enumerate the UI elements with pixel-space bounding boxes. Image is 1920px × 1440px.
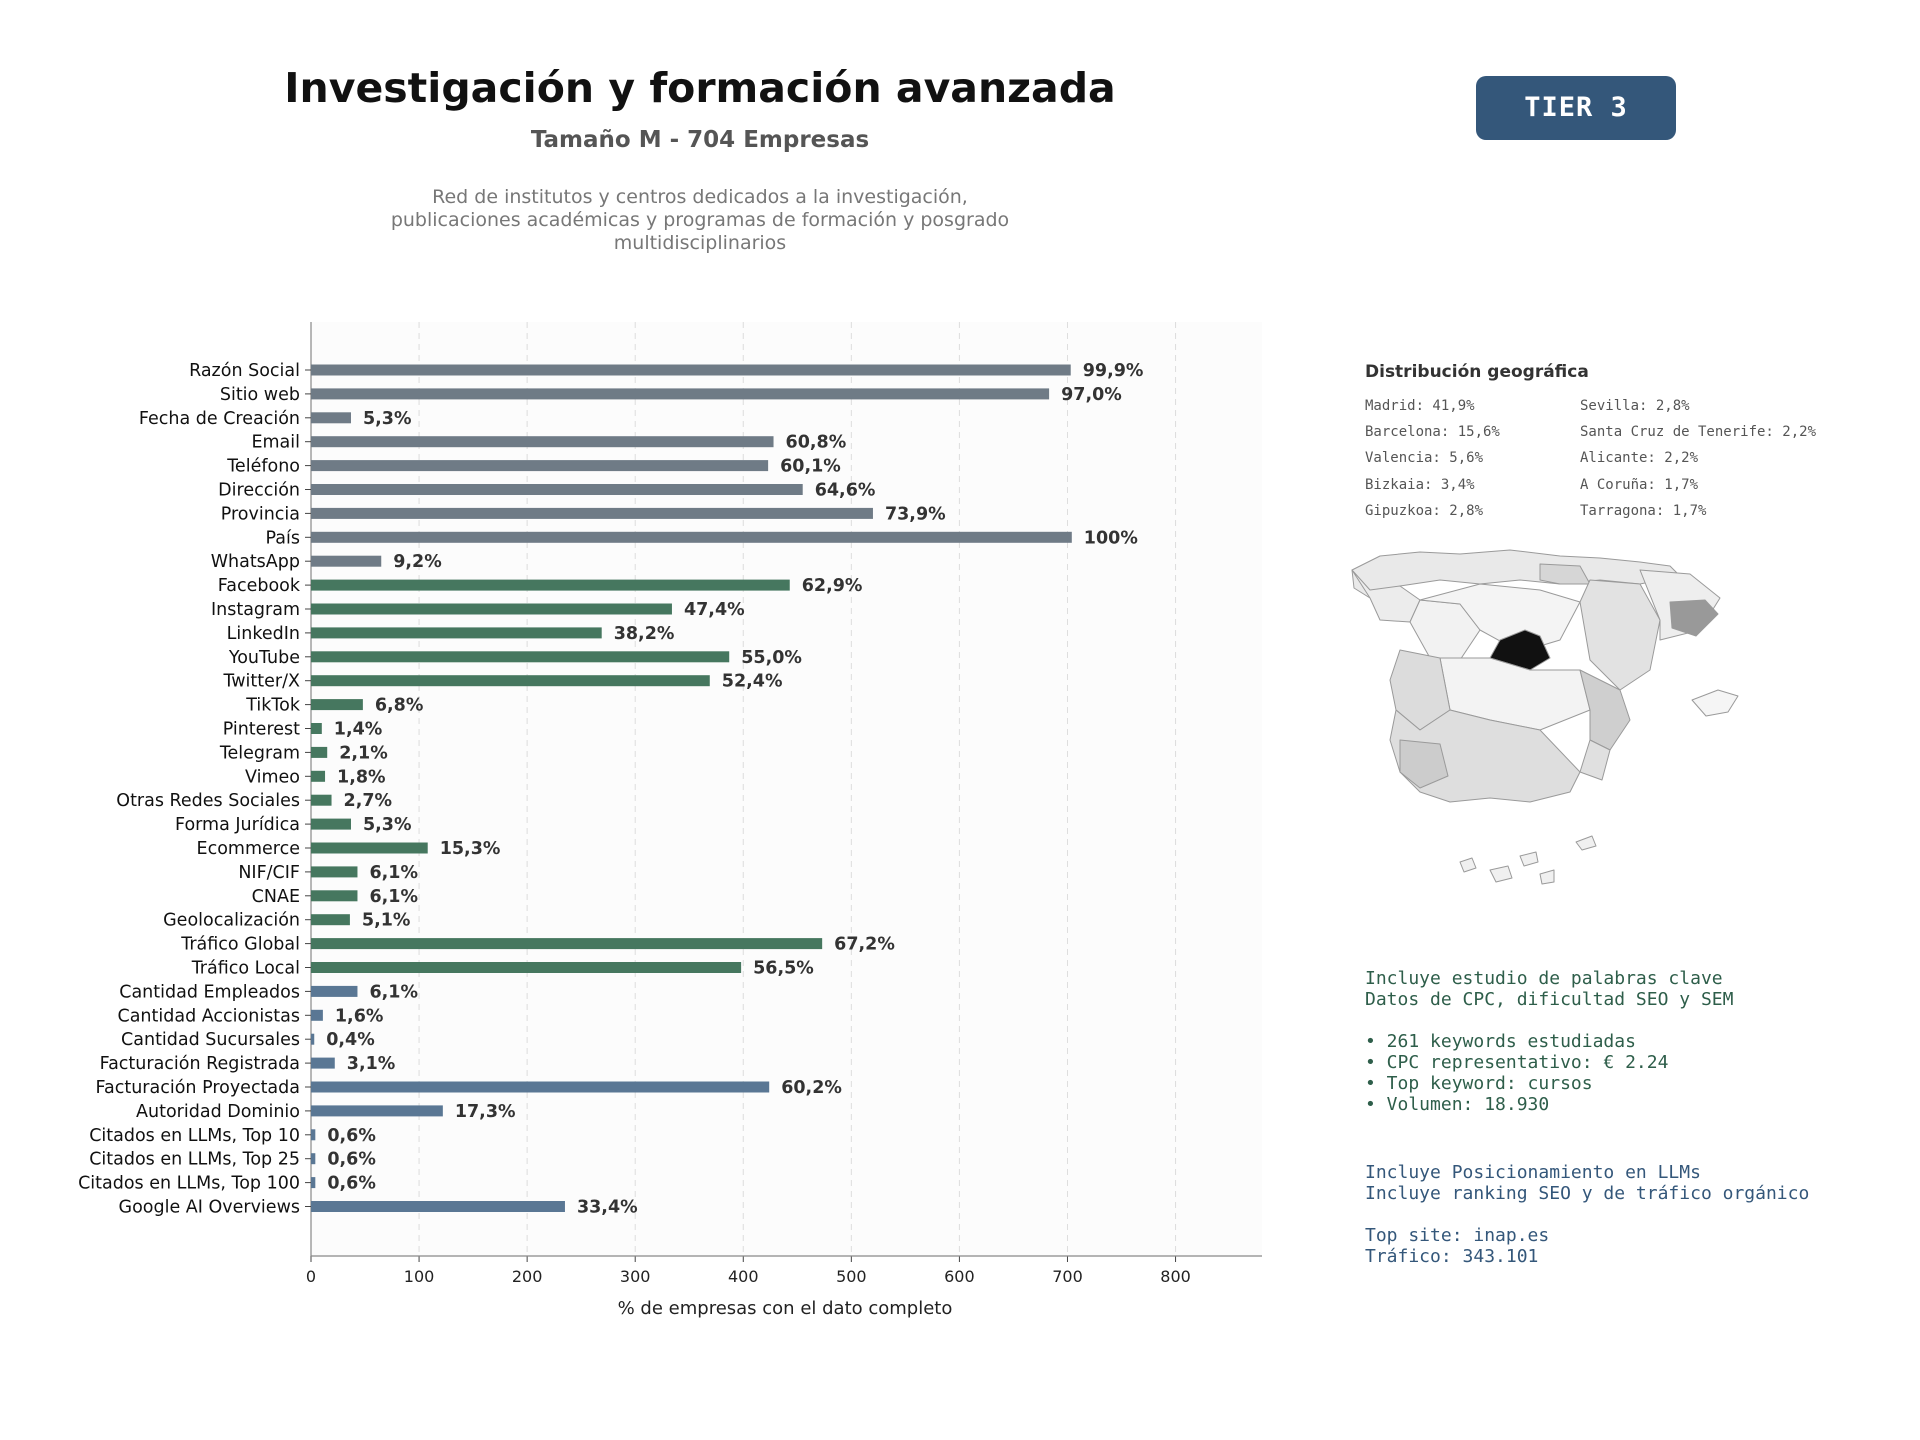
data-label: 1,4% bbox=[333, 719, 383, 740]
seo-bullet: • Volumen: 18.930 bbox=[1365, 1094, 1550, 1115]
data-label: 6,8% bbox=[374, 695, 424, 716]
data-label: 0,6% bbox=[327, 1173, 376, 1194]
x-tick-label: 300 bbox=[619, 1267, 651, 1286]
data-label: 64,6% bbox=[814, 480, 876, 501]
bar bbox=[311, 484, 803, 495]
category-label: Facturación Registrada bbox=[99, 1054, 300, 1075]
data-label: 15,3% bbox=[439, 839, 501, 859]
category-label: Facebook bbox=[217, 576, 300, 597]
category-label: Tráfico Local bbox=[191, 958, 300, 979]
bar bbox=[311, 962, 741, 973]
category-label: YouTube bbox=[228, 647, 300, 668]
bar bbox=[311, 843, 428, 854]
category-label: Forma Jurídica bbox=[175, 815, 300, 836]
description bbox=[0, 186, 1400, 255]
bar bbox=[311, 699, 363, 710]
data-label: 6,1% bbox=[369, 886, 419, 907]
bar bbox=[311, 580, 790, 591]
bar bbox=[311, 1153, 315, 1164]
bar bbox=[311, 1105, 443, 1116]
category-label: Citados en LLMs, Top 10 bbox=[89, 1125, 300, 1146]
x-tick-label: 200 bbox=[511, 1267, 543, 1286]
category-label: TikTok bbox=[246, 695, 300, 716]
map-region-canary-1 bbox=[1460, 858, 1476, 872]
category-label: Facturación Proyectada bbox=[95, 1078, 300, 1098]
geo-item: Bizkaia: 3,4% bbox=[1365, 477, 1475, 493]
category-label: Otras Redes Sociales bbox=[116, 791, 300, 812]
geo-item: Sevilla: 2,8% bbox=[1580, 398, 1690, 414]
bar bbox=[311, 460, 768, 471]
data-label: 62,9% bbox=[801, 576, 863, 597]
x-tick-label: 100 bbox=[403, 1267, 435, 1286]
category-label: Cantidad Accionistas bbox=[117, 1006, 300, 1027]
data-label: 67,2% bbox=[834, 934, 895, 955]
x-axis-label: % de empresas con el dato completo bbox=[617, 1298, 953, 1319]
data-label: 17,3% bbox=[454, 1101, 516, 1122]
tier-badge: TIER 3 bbox=[1476, 76, 1676, 140]
page-subtitle: Tamaño M - 704 Empresas bbox=[530, 127, 870, 153]
data-label: 100% bbox=[1083, 528, 1138, 549]
bar bbox=[311, 1034, 314, 1045]
bar bbox=[311, 1129, 315, 1140]
data-label: 47,4% bbox=[683, 600, 745, 620]
data-label: 2,7% bbox=[343, 791, 393, 812]
map-region-canary-2 bbox=[1490, 866, 1512, 882]
data-label: 60,1% bbox=[780, 456, 841, 477]
category-label: LinkedIn bbox=[226, 623, 300, 644]
data-label: 60,8% bbox=[785, 432, 847, 453]
seo-bullet: • 261 keywords estudiadas bbox=[1365, 1031, 1636, 1052]
bar bbox=[311, 986, 357, 997]
category-label: Cantidad Sucursales bbox=[121, 1030, 300, 1051]
geo-item: Barcelona: 15,6% bbox=[1365, 424, 1500, 440]
data-label: 9,2% bbox=[393, 552, 442, 573]
x-tick-label: 500 bbox=[836, 1267, 867, 1286]
category-label: Email bbox=[251, 432, 300, 453]
data-label: 56,5% bbox=[753, 958, 814, 979]
bar bbox=[311, 365, 1071, 376]
seo-bullet: • CPC representativo: € 2.24 bbox=[1365, 1052, 1669, 1073]
category-label: Citados en LLMs, Top 100 bbox=[78, 1173, 300, 1194]
data-label: 5,1% bbox=[361, 910, 411, 931]
bar bbox=[311, 914, 350, 925]
bar bbox=[311, 508, 873, 519]
data-label: 73,9% bbox=[884, 504, 946, 525]
data-label: 5,3% bbox=[362, 408, 412, 429]
geo-item: Alicante: 2,2% bbox=[1580, 450, 1699, 466]
map-region-balearic bbox=[1692, 690, 1738, 716]
bar bbox=[311, 604, 672, 615]
category-label: Teléfono bbox=[227, 456, 300, 477]
bar bbox=[311, 1058, 335, 1069]
category-label: Sitio web bbox=[219, 384, 300, 405]
category-label: Vimeo bbox=[245, 767, 300, 788]
bar bbox=[311, 1177, 315, 1188]
bar bbox=[311, 819, 351, 830]
bar bbox=[311, 651, 729, 662]
page-title: Investigación y formación avanzada bbox=[284, 64, 1116, 112]
bar bbox=[311, 1082, 769, 1093]
category-label: Google AI Overviews bbox=[118, 1197, 300, 1218]
bar bbox=[311, 556, 381, 567]
map-region-canary-4 bbox=[1540, 870, 1554, 884]
data-label: 0,6% bbox=[327, 1125, 376, 1146]
category-label: Autoridad Dominio bbox=[136, 1101, 300, 1122]
seo-bullet: • Top keyword: cursos bbox=[1365, 1073, 1593, 1094]
llm-line: Top site: inap.es bbox=[1365, 1225, 1550, 1246]
map-region-canary-3 bbox=[1520, 852, 1538, 866]
data-label: 0,6% bbox=[327, 1149, 376, 1170]
geo-item: Valencia: 5,6% bbox=[1365, 450, 1484, 466]
bar bbox=[311, 890, 357, 901]
category-label: Twitter/X bbox=[223, 671, 300, 692]
category-label: WhatsApp bbox=[210, 552, 300, 573]
data-label: 6,1% bbox=[369, 982, 419, 1003]
bar bbox=[311, 532, 1072, 543]
geo-title: Distribución geográfica bbox=[1365, 362, 1589, 382]
category-label: Geolocalización bbox=[163, 910, 300, 931]
seo-line: Incluye estudio de palabras clave bbox=[1365, 968, 1723, 989]
data-label: 1,6% bbox=[334, 1006, 384, 1027]
data-label: 5,3% bbox=[362, 815, 412, 836]
category-label: Pinterest bbox=[222, 719, 300, 740]
description-line: publicaciones académicas y programas de formación y posgrado bbox=[390, 209, 1010, 231]
x-tick-label: 800 bbox=[1160, 1267, 1191, 1286]
bar bbox=[311, 675, 710, 686]
bar bbox=[311, 412, 351, 423]
x-tick-label: 0 bbox=[305, 1267, 317, 1286]
geo-item: Tarragona: 1,7% bbox=[1580, 503, 1707, 519]
bar bbox=[311, 747, 327, 758]
bar bbox=[311, 627, 602, 638]
llm-line: Incluye Posicionamiento en LLMs bbox=[1365, 1162, 1701, 1183]
data-label: 60,2% bbox=[781, 1078, 842, 1098]
category-label: Ecommerce bbox=[196, 839, 300, 859]
data-label: 33,4% bbox=[576, 1197, 638, 1218]
spain-map bbox=[1340, 540, 1860, 910]
bar bbox=[311, 1010, 323, 1021]
bar bbox=[311, 938, 822, 949]
llm-line: Incluye ranking SEO y de tráfico orgánico bbox=[1365, 1183, 1810, 1204]
data-label: 6,1% bbox=[369, 862, 419, 883]
data-label: 99,9% bbox=[1082, 361, 1144, 381]
data-label: 97,0% bbox=[1061, 384, 1122, 405]
data-label: 55,0% bbox=[741, 647, 802, 668]
category-label: Instagram bbox=[210, 600, 300, 620]
data-label: 0,4% bbox=[326, 1030, 375, 1051]
map-region-canary-5 bbox=[1576, 836, 1596, 850]
x-tick-label: 700 bbox=[1052, 1267, 1083, 1286]
category-label: Razón Social bbox=[189, 361, 300, 381]
category-label: CNAE bbox=[251, 886, 300, 907]
category-label: Fecha de Creación bbox=[138, 408, 300, 429]
bar bbox=[311, 388, 1049, 399]
data-label: 1,8% bbox=[337, 767, 386, 788]
map-region-aragon bbox=[1580, 580, 1660, 690]
category-label: País bbox=[265, 528, 300, 549]
category-label: Dirección bbox=[218, 480, 300, 501]
category-label: Provincia bbox=[220, 504, 300, 525]
category-label: Citados en LLMs, Top 25 bbox=[89, 1149, 300, 1170]
bar bbox=[311, 771, 325, 782]
x-tick-label: 400 bbox=[727, 1267, 759, 1286]
description-line: Red de institutos y centros dedicados a la investigación, bbox=[432, 186, 968, 208]
data-label: 52,4% bbox=[721, 671, 783, 692]
seo-line: Datos de CPC, dificultad SEO y SEM bbox=[1365, 989, 1734, 1010]
bar bbox=[311, 1201, 565, 1212]
data-label: 3,1% bbox=[346, 1054, 396, 1075]
bar bbox=[311, 723, 322, 734]
geo-item: Santa Cruz de Tenerife: 2,2% bbox=[1580, 424, 1817, 440]
x-tick-label: 600 bbox=[944, 1267, 975, 1286]
category-label: Telegram bbox=[219, 743, 300, 764]
bar bbox=[311, 866, 357, 877]
category-label: Tráfico Global bbox=[181, 934, 300, 955]
geo-item: Gipuzkoa: 2,8% bbox=[1365, 503, 1484, 519]
data-label: 2,1% bbox=[339, 743, 388, 764]
geo-item: A Coruña: 1,7% bbox=[1580, 477, 1699, 493]
category-label: NIF/CIF bbox=[238, 862, 300, 883]
bar-chart bbox=[0, 300, 1300, 1340]
llm-line: Tráfico: 343.101 bbox=[1365, 1246, 1539, 1267]
data-label: 38,2% bbox=[613, 623, 675, 644]
bar bbox=[311, 795, 332, 806]
description-line: multidisciplinarios bbox=[613, 232, 787, 254]
geo-item: Madrid: 41,9% bbox=[1365, 398, 1475, 414]
category-label: Cantidad Empleados bbox=[119, 982, 300, 1003]
bar bbox=[311, 436, 774, 447]
